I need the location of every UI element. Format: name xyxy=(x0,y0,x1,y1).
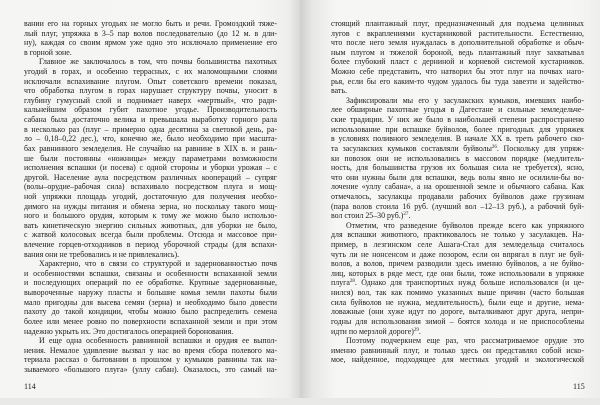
text-line xyxy=(331,77,584,87)
right-page xyxy=(300,0,600,398)
line-text: бах равнинного земледелия. Не случайно на равнине в XIX в. и рань- xyxy=(24,143,277,153)
text-line xyxy=(24,67,277,77)
text-line xyxy=(331,317,584,327)
line-text: ну), каждая со своим ярмом уже одно это исключало применение его xyxy=(24,38,277,48)
text-line xyxy=(24,288,277,298)
line-text: та засулакских кумыков составляли буйволы xyxy=(331,143,492,153)
line-text: Характерно, что в связи со структурой и задернованностью почв xyxy=(39,259,277,269)
text-line xyxy=(24,125,277,135)
text-line xyxy=(331,125,584,135)
text-line xyxy=(331,57,584,67)
text-line xyxy=(331,192,584,202)
text-line xyxy=(331,105,584,115)
line-text: исполнения вспашки (и посева) с одной стороны и уборки урожая – с xyxy=(24,163,277,173)
text-line xyxy=(24,57,277,67)
text-line xyxy=(331,163,584,173)
line-text: лый плуг, упряжка в 3–5 пар волов последовательно (до 12 м. в дли- xyxy=(24,28,277,38)
text-line xyxy=(331,211,584,221)
text-line xyxy=(331,19,584,29)
line-text: ность, для большинства грузов их большая сила не требуется), ясно, xyxy=(331,163,584,173)
line-text: пример, в лезгинском селе Ашага-Стал для земледельца считалось xyxy=(331,240,584,250)
line-text: димого на нужды питания и обмена зерна, но поскольку такого мощ- xyxy=(24,201,277,211)
line-text: угодий в горах, и особенно терраcных, с их маломощными слоями xyxy=(24,67,277,77)
line-text: для вспашки животного, практиковалось не только у засулакцев. На- xyxy=(331,230,584,240)
text-line xyxy=(331,96,584,106)
text-line xyxy=(24,105,277,115)
text-line xyxy=(24,355,277,365)
line-text: и последующих операций по ее обработке. Крупные задернованные, xyxy=(24,278,277,288)
line-text: и особенностями вспашки, связаны и особенности вспаханной земли xyxy=(24,268,277,278)
line-text: . xyxy=(408,211,411,221)
line-text: плуга xyxy=(331,278,350,288)
line-text: нился) вол, так как помимо указанных выше причин (часто большая xyxy=(331,288,584,298)
line-text: вания они не требовались и не привлекались). xyxy=(24,249,180,259)
line-text: исключали вспахивание плугом. Опыт советского времени показал, xyxy=(24,76,277,86)
text-line xyxy=(24,115,277,125)
text-line xyxy=(331,134,584,144)
text-line xyxy=(24,365,277,375)
line-text: И еще одна особенность равнинной вспашки и орудия ее выпол- xyxy=(39,336,277,346)
text-line xyxy=(24,327,277,337)
text-line xyxy=(331,173,584,183)
text-line xyxy=(24,144,277,154)
line-text: в горной зоне. xyxy=(24,47,72,57)
footnote-ref: 28 xyxy=(349,279,355,285)
text-line xyxy=(24,134,277,144)
line-text: что обработка плугом в горах нарушает структуру почвы, уносит в xyxy=(24,86,277,96)
line-text: Отметим, что разведение буйволов прежде всего как упряжного xyxy=(346,220,584,230)
text-line xyxy=(24,173,277,183)
line-text: Можно себе представить, что натворил бы этот плуг на почвах наго- xyxy=(331,67,584,77)
text-line xyxy=(24,96,277,106)
line-text: ше были постоянны «ножницы» между параметрами возможности xyxy=(24,153,277,163)
line-text: что они нужны были для вспашки, ведь волы явно не осилили-бы во- xyxy=(331,172,584,182)
text-line xyxy=(331,307,584,317)
text-line xyxy=(331,154,584,164)
line-text: Поэтому подчеркнем еще раз, что рассматриваемое орудие это xyxy=(346,336,584,346)
line-text: использование при вспашке буйволов, более пригодных для упряжек xyxy=(331,124,584,134)
text-line xyxy=(24,19,277,29)
text-line xyxy=(331,230,584,240)
line-text: Главное же заключалось в том, что почвы большинства пахотных xyxy=(39,57,277,67)
text-line xyxy=(24,230,277,240)
line-text: ным плугом и тяжелой бороной, ведь плантажный плуг захватывал xyxy=(331,47,584,57)
text-line xyxy=(24,77,277,87)
text-line xyxy=(24,163,277,173)
line-text: с жатвой колосовых всегда были проблемы. Отсюда и массовое при- xyxy=(24,230,277,240)
text-line xyxy=(331,38,584,48)
footnote-ref: 29 xyxy=(413,327,419,333)
text-line xyxy=(24,269,277,279)
text-line xyxy=(331,67,584,77)
line-text: териала рассказ о бытовании в прошлом у кумыков равнины так на- xyxy=(24,355,277,365)
text-line xyxy=(24,250,277,260)
line-text: лее обширные пахотные угодья в Дагестане и сильные земледельче- xyxy=(331,105,584,115)
text-line xyxy=(24,278,277,288)
footnote-ref: 26 xyxy=(491,144,497,150)
text-line xyxy=(24,317,277,327)
text-line xyxy=(24,298,277,308)
text-line xyxy=(24,346,277,356)
line-text: сила буйволов не нужна, медлительность), были еще и другие, нема- xyxy=(331,297,584,307)
line-text: идти по мерзлой дороге) xyxy=(331,326,414,336)
line-text: стоящий плантажный плуг, предназначенный для подъема целинных xyxy=(331,19,584,28)
text-line xyxy=(331,278,584,288)
text-line xyxy=(24,259,277,269)
line-text: вать. xyxy=(331,86,347,96)
text-line xyxy=(331,86,584,96)
line-text: вании его на горных угодьях не могло быть и речи. Громоздкий тяже- xyxy=(24,19,277,28)
text-line xyxy=(24,192,277,202)
line-text: . xyxy=(418,326,421,336)
text-line xyxy=(24,86,277,96)
line-text: вать кинетическую энергию сильных животных, для уборки не было, xyxy=(24,220,277,230)
line-text: (пара волов стоила 16 руб. (лучший вол –12–13 руб.), а рабочий буй- xyxy=(331,201,584,211)
text-line xyxy=(24,240,277,250)
text-line xyxy=(24,182,277,192)
left-page-body xyxy=(24,19,277,375)
text-line xyxy=(331,250,584,260)
line-text: ловажные (они хуже идут по дороге, выталкивают друг друга, непри- xyxy=(331,307,584,317)
right-page-body xyxy=(331,19,584,365)
line-text: нения. Немалое удивление вызвал у нас во время сбора полевого ма- xyxy=(24,345,277,355)
line-text: вывороченные наружу пласты и большие комья земли пахоты были xyxy=(24,288,277,298)
text-line xyxy=(331,355,584,365)
text-line xyxy=(331,29,584,39)
line-text: рья, если бы его каким-то чудом удалось бы туда завезти и задейство- xyxy=(331,76,584,86)
line-text: годны для использования зимой – боятся холода и не приспособлены xyxy=(331,316,584,326)
page-number: 114 xyxy=(24,382,36,391)
line-text: сабана была достаточно велика и превышала выработку горного рала xyxy=(24,115,277,125)
line-text: более или менее ровно по поверхности вспаханной земли и при этом xyxy=(24,316,277,326)
line-text: влечение горцев-отходников в период уборочной страды (для вспахи- xyxy=(24,240,277,250)
text-line xyxy=(24,221,277,231)
left-page xyxy=(0,0,300,398)
text-line xyxy=(331,48,584,58)
text-line xyxy=(331,298,584,308)
text-line xyxy=(331,182,584,192)
text-line xyxy=(331,259,584,269)
line-text: другой. Население аула посредством различных коопераций – супряг xyxy=(24,172,277,182)
line-text: чуть ли не нонсенсом и даже позором, если он впрягал в плуг не буй- xyxy=(331,249,584,259)
text-line xyxy=(331,115,584,125)
text-line xyxy=(24,48,277,58)
line-text: пахоту до такой кондиции, чтобы можно было распределить семена xyxy=(24,307,277,317)
text-line xyxy=(24,336,277,346)
line-text: кальнейшим образом губит пахотное угодье. Производительность xyxy=(24,105,277,115)
line-text: зываемого «большого плуга» (уллу сабан). Оказалось, это самый на- xyxy=(24,364,277,374)
text-line xyxy=(331,327,584,337)
line-text: надежно укрыть их. Это достигалось операцией боронования. xyxy=(24,326,234,336)
line-text: . Однако для транспортных нужд больше использовался (и це- xyxy=(354,278,584,288)
text-line xyxy=(24,38,277,48)
text-line xyxy=(331,288,584,298)
text-line xyxy=(331,144,584,154)
text-line xyxy=(24,29,277,39)
footnote-ref: 27 xyxy=(403,212,409,218)
line-text: в несколько раз (плуг – примерно одна десятина за световой день, ра- xyxy=(24,124,277,134)
text-line xyxy=(331,221,584,231)
line-text: в условиях поливного земледелия. В начале XX в. треть рабочего ско- xyxy=(331,134,584,144)
line-text: волов, а волов, причем разводили здесь именно буйволов, а не буйво- xyxy=(331,259,584,269)
line-text: . Поскольку для упряж- xyxy=(496,143,584,153)
page-number: 115 xyxy=(573,382,585,391)
line-text: более глубокий пласт с дерниной и корневой системой кустарников. xyxy=(331,57,584,67)
line-text: лиц, которых в ряде мест, где они были, тоже использовали в упряжке xyxy=(331,268,584,278)
line-text: ло – 0,18–0,22 дес.), что, конечно же, было необходимо при масшта- xyxy=(24,134,277,144)
text-line xyxy=(24,307,277,317)
line-text: ские традиции. У них же было в наибольшей степени распространено xyxy=(331,115,584,125)
line-text: отмечалось, засулакцы продавали рабочих буйволов даже грузинам xyxy=(331,191,584,201)
text-line xyxy=(331,202,584,212)
line-text: именно равнинный плуг, и только здесь он представлял собой иско- xyxy=(331,345,584,355)
text-line xyxy=(24,202,277,212)
line-text: что после него земля нуждалась в дополнительной обработке и обыч- xyxy=(331,38,584,48)
text-line xyxy=(24,154,277,164)
line-text: лочение «уллу сабана», а на орошенной земле и обычного сабана. Как xyxy=(331,182,584,192)
line-text: лугов с вкраплениями кустарниковой растительности. Естественно, xyxy=(331,28,584,38)
line-text: ного и большого орудия, которым к тому же можно было использо- xyxy=(24,211,277,221)
line-text: вол стоил 25–30 руб.) xyxy=(331,211,404,221)
line-text: мое, найденное, подходящее для местных угодий и экологической xyxy=(331,355,584,365)
line-text: (волы–орудие–рабочая сила) вспахивало посредством плуга и мощ- xyxy=(24,182,277,192)
line-text: Зафиксировали мы его у засулакских кумыков, имевших наибо- xyxy=(346,95,584,105)
line-text: ки повозок они не использовались в массовом порядке (медлитель- xyxy=(331,153,584,163)
line-text: мало пригодны для высева семян (зерна) и необходимо было довести xyxy=(24,297,277,307)
text-line xyxy=(331,269,584,279)
text-line xyxy=(331,240,584,250)
text-line xyxy=(331,336,584,346)
line-text: ной упряжки площадь угодий, достаточную для получения необхо- xyxy=(24,191,277,201)
line-text: глубину гумусный слой и поднимает наверх «мертвый», что ради- xyxy=(24,95,277,105)
text-line xyxy=(24,211,277,221)
text-line xyxy=(331,346,584,356)
